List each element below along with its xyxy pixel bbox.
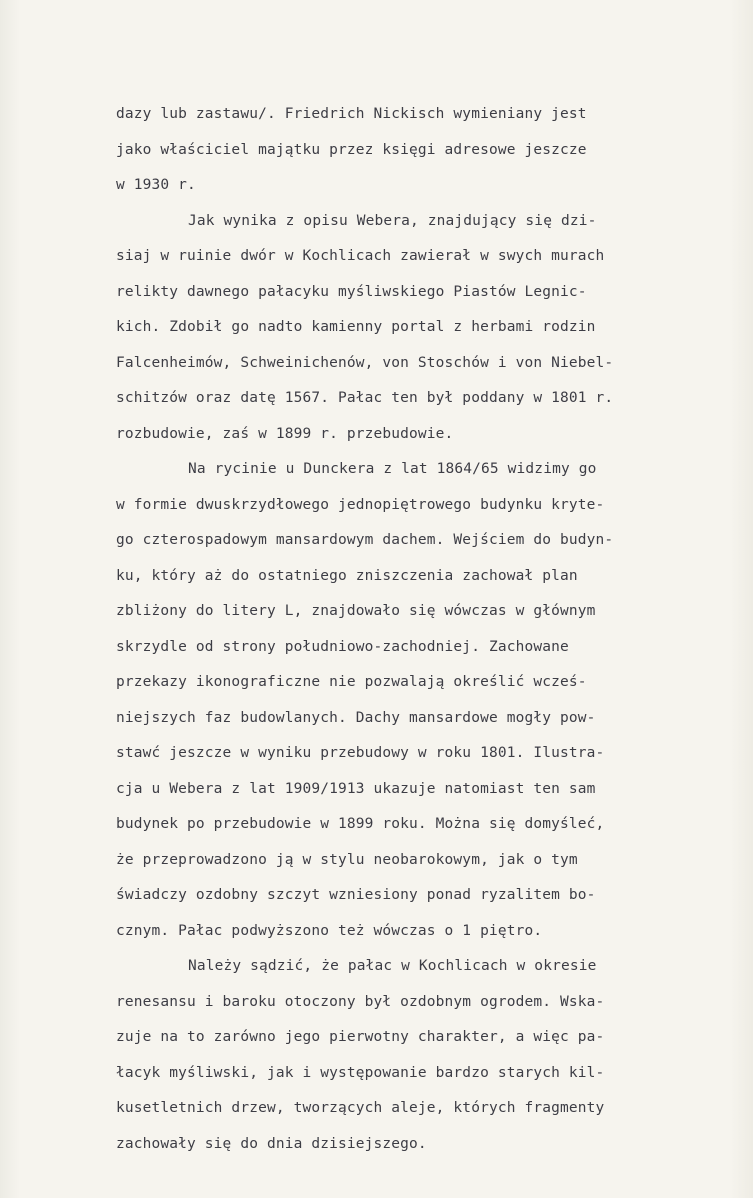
text-line: dazy lub zastawu/. Friedrich Nickisch wymieniany jest <box>116 106 587 122</box>
text-line: go czterospadowym mansardowym dachem. Wejściem do budyn- <box>116 532 614 548</box>
text-line: Na rycinie u Dunckera z lat 1864/65 widzimy go <box>188 461 597 477</box>
text-line: zuje na to zarówno jego pierwotny charakter, a więc pa- <box>116 1029 605 1045</box>
text-line: zachowały się do dnia dzisiejszego. <box>116 1136 427 1152</box>
text-line: przekazy ikonograficzne nie pozwalają określić wcześ- <box>116 674 587 690</box>
text-line: Należy sądzić, że pałac w Kochlicach w okresie <box>188 958 597 974</box>
text-line: schitzów oraz datę 1567. Pałac ten był poddany w 1801 r. <box>116 390 614 406</box>
text-line: Falcenheimów, Schweinichenów, von Stoschów i von Niebel- <box>116 355 614 371</box>
text-line: cja u Webera z lat 1909/1913 ukazuje natomiast ten sam <box>116 781 596 797</box>
text-line: w formie dwuskrzydłowego jednopiętrowego budynku kryte- <box>116 497 605 513</box>
text-line: relikty dawnego pałacyku myśliwskiego Piastów Legnic- <box>116 284 587 300</box>
text-line: w 1930 r. <box>116 177 196 193</box>
text-line: skrzydle od strony południowo-zachodniej. Zachowane <box>116 639 569 655</box>
text-line: świadczy ozdobny szczyt wzniesiony ponad ryzalitem bo- <box>116 887 596 903</box>
text-line: niejszych faz budowlanych. Dachy mansardowe mogły pow- <box>116 710 596 726</box>
text-line: ku, który aż do ostatniego zniszczenia zachował plan <box>116 568 578 584</box>
text-line: stawć jeszcze w wyniku przebudowy w roku 1801. Ilustra- <box>116 745 605 761</box>
text-line: jako właściciel majątku przez księgi adresowe jeszcze <box>116 142 587 158</box>
text-line: renesansu i baroku otoczony był ozdobnym ogrodem. Wska- <box>116 994 605 1010</box>
text-line: siaj w ruinie dwór w Kochlicach zawierał w swych murach <box>116 248 605 264</box>
text-line: kusetletnich drzew, tworzących aleje, których fragmenty <box>116 1100 605 1116</box>
text-line: łacyk myśliwski, jak i występowanie bardzo starych kil- <box>116 1065 605 1081</box>
text-line: że przeprowadzono ją w stylu neobarokowym, jak o tym <box>116 852 578 868</box>
text-line: budynek po przebudowie w 1899 roku. Można się domyśleć, <box>116 816 605 832</box>
text-line: Jak wynika z opisu Webera, znajdujący się dzi- <box>188 213 597 229</box>
text-line: kich. Zdobił go nadto kamienny portal z herbami rodzin <box>116 319 596 335</box>
text-line: cznym. Pałac podwyższono też wówczas o 1 piętro. <box>116 923 543 939</box>
text-line: rozbudowie, zaś w 1899 r. przebudowie. <box>116 426 454 442</box>
text-line: zbliżony do litery L, znajdowało się wówczas w głównym <box>116 603 596 619</box>
